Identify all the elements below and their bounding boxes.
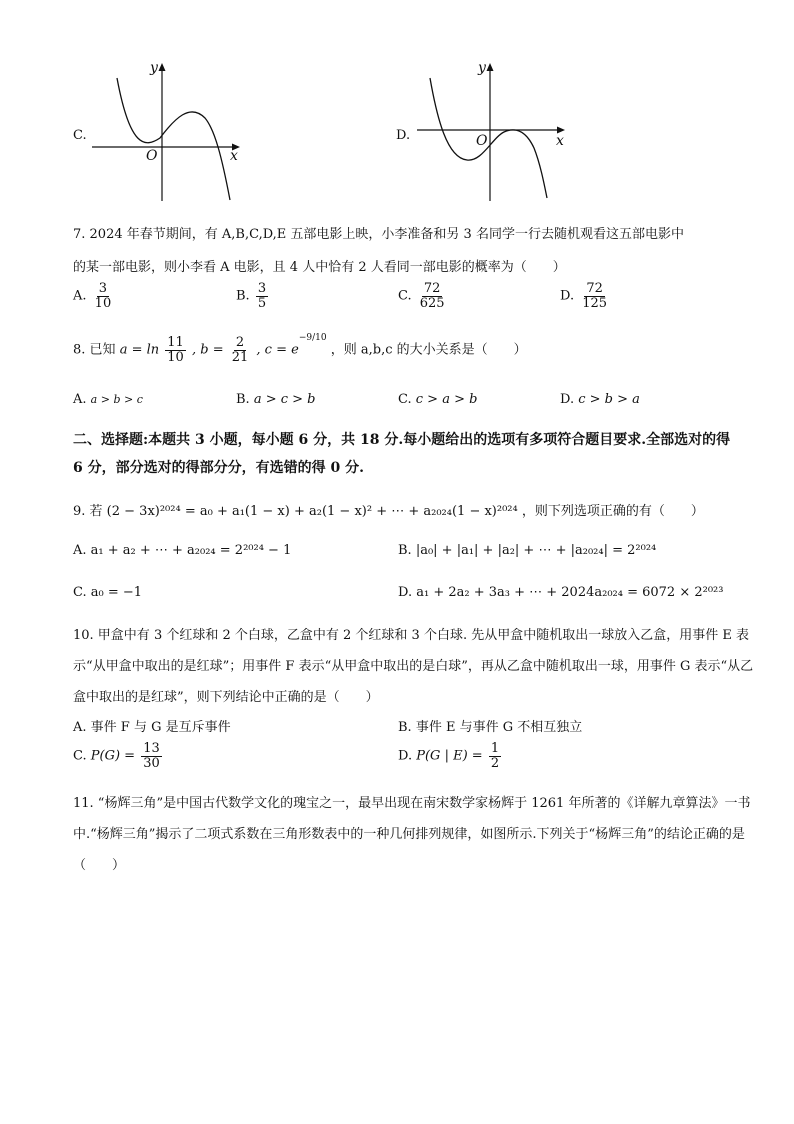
graph-c-x-label: x	[230, 148, 238, 164]
q8-option-b: B. a > c > b	[236, 392, 316, 407]
q10-option-b: B. 事件 E 与事件 G 不相互独立	[398, 720, 583, 735]
q8-option-d: D. c > b > a	[560, 392, 640, 407]
q7-option-fraction: $\frac{72}{125}$	[582, 281, 608, 311]
graph-d	[412, 58, 572, 203]
q7-option-label: C.	[398, 288, 412, 304]
q8-a-fraction: $\frac{11}{10}$	[167, 335, 184, 365]
q10-c-fraction: $\frac{13}{30}$	[143, 741, 160, 771]
q7-option-a	[73, 282, 115, 310]
graph-c	[90, 58, 250, 203]
q10-d-fraction: $\frac{1}{2}$	[490, 741, 500, 771]
q8-option-a: A. a > b > c	[73, 392, 143, 407]
q9-option-c: C. a₀ = −1	[73, 585, 143, 600]
option-c-label: C.	[73, 128, 87, 143]
graph-d-origin-label: O	[476, 133, 488, 149]
q8-option-c: C. c > a > b	[398, 392, 478, 407]
q7-option-label: A.	[73, 288, 87, 304]
q7-option-d	[560, 282, 611, 310]
q8-stem: 8. 已知 a = ln $\frac{11}{10}$ , b = $\frac{2}{21}$ , $c = e^{-9/10}$ ，则 a,b,c 的大小关系是（ ）	[73, 333, 527, 365]
q10-option-d: D. P(G | E) = $\frac{1}{2}$	[398, 741, 500, 771]
q7-option-b	[236, 282, 270, 310]
q9-stem: 9. 若 (2 − 3x)²⁰²⁴ = a₀ + a₁(1 − x) + a₂(1 − x)² + ⋯ + a₂₀₂₄(1 − x)²⁰²⁴ ，则下列选项正确的有（ ）	[73, 504, 704, 519]
q10-stem: 10. 甲盒中有 3 个红球和 2 个白球，乙盒中有 2 个红球和 3 个白球. 先从甲盒中随机取出一球放入乙盒，用事件 E 表示“从甲盒中取出的是红球”；用事件 F 表示“从甲盒中取出的是白球”，再从乙盒中随机取出一球，用事件 G 表示“从乙盒中取出的是红球”，则下列结论中正确的是（ ）	[73, 628, 754, 705]
q8-c-exponent: −9/10	[298, 333, 327, 344]
graph-c-y-label: y	[150, 60, 158, 76]
q10-option-a: A. 事件 F 与 G 是互斥事件	[73, 720, 231, 735]
q7-line1: 7. 2024 年春节期间，有 A,B,C,D,E 五部电影上映，小李准备和另 3 名同学一行去随机观看这五部电影中	[73, 227, 684, 242]
option-d-label: D.	[396, 128, 411, 143]
q7-option-fraction: $\frac{3}{5}$	[257, 281, 267, 311]
q9-option-b: B. |a₀| + |a₁| + |a₂| + ⋯ + |a₂₀₂₄| = 2²⁰²⁴	[398, 543, 657, 558]
q10-option-c: C. P(G) = $\frac{13}{30}$	[73, 741, 160, 771]
q11-stem: 11. “杨辉三角”是中国古代数学文化的瑰宝之一，最早出现在南宋数学家杨辉于 1261 年所著的《详解九章算法》一书中.“杨辉三角”揭示了二项式系数在三角形数表中的一种几何排列规律，如图所示.下列关于“杨辉三角”的结论正确的是（ ）	[73, 796, 751, 873]
q7-line2: 的某一部电影，则小李看 A 电影，且 4 人中恰有 2 人看同一部电影的概率为（ ）	[73, 260, 566, 275]
graph-c-origin-label: O	[146, 148, 158, 164]
section-heading: 二、选择题:本题共 3 小题，每小题 6 分，共 18 分.每小题给出的选项有多项符合题目要求.全部选对的得 6 分，部分选对的得部分分，有选错的得 0 分.	[73, 432, 731, 476]
q9-option-d: D. a₁ + 2a₂ + 3a₃ + ⋯ + 2024a₂₀₂₄ = 6072 × 2²⁰²³	[398, 585, 724, 600]
q8-b-fraction: $\frac{2}{21}$	[231, 335, 249, 365]
graph-d-x-label: x	[556, 133, 564, 149]
q7-option-c	[398, 282, 449, 310]
q9-option-a: A. a₁ + a₂ + ⋯ + a₂₀₂₄ = 2²⁰²⁴ − 1	[73, 543, 292, 558]
graph-d-y-label: y	[478, 60, 486, 76]
q7-option-fraction: $\frac{72}{625}$	[419, 281, 445, 311]
q7-option-label: D.	[560, 288, 575, 304]
q7-option-fraction: $\frac{3}{10}$	[94, 281, 112, 311]
q7-option-label: B.	[236, 288, 250, 304]
